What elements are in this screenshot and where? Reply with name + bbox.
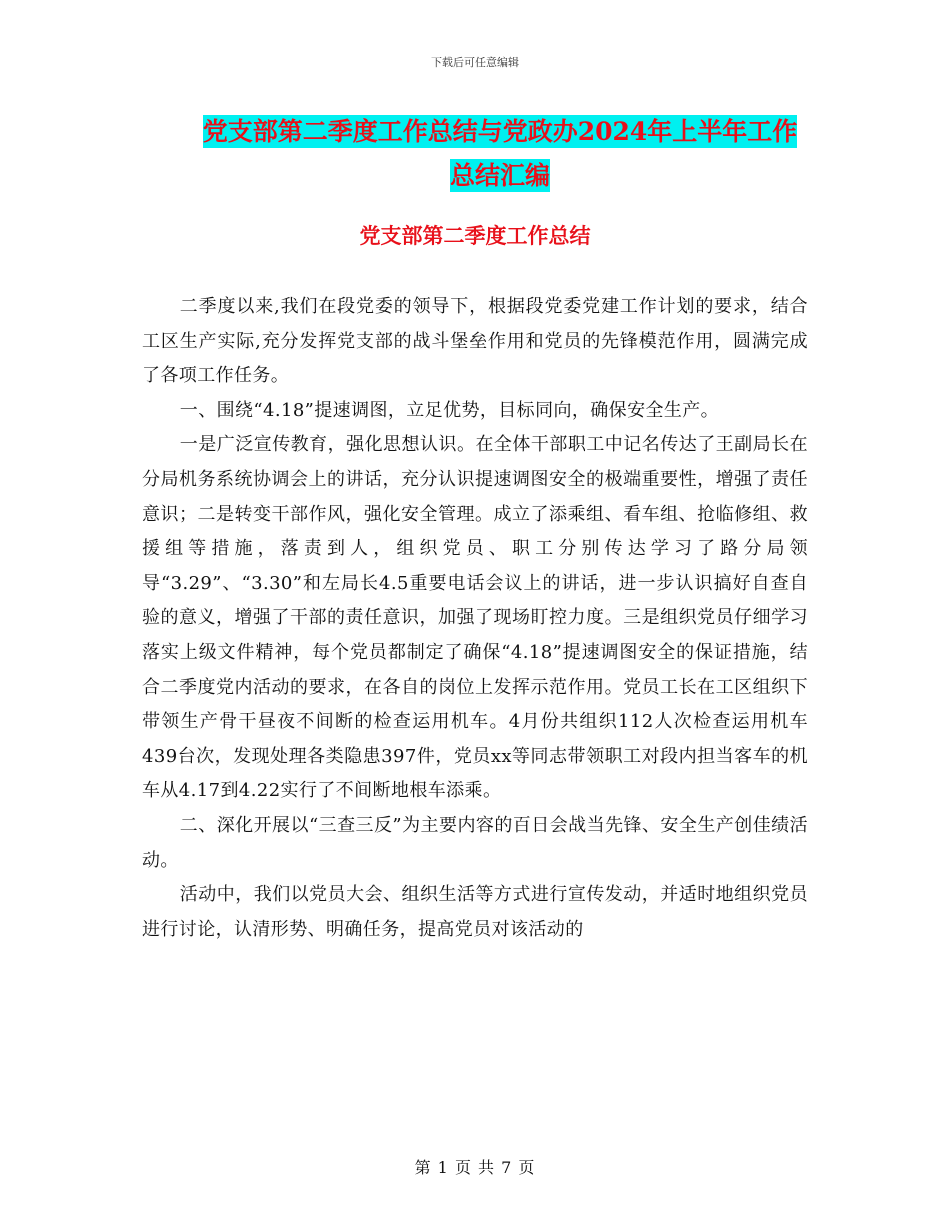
section-title: 党支部第二季度工作总结 (359, 223, 591, 248)
paragraph-intro: 二季度以来,我们在段党委的领导下，根据段党委党建工作计划的要求，结合工区生产实际,充分发挥党支部的战斗堡垒作用和党员的先锋模范作用，圆满完成了各项工作任务。 (142, 296, 808, 387)
document-title-line-2: 总结汇编 (449, 161, 550, 190)
header-note: 下载后可任意编辑 (431, 56, 519, 69)
body-text (142, 290, 808, 947)
document-title-line-1: 党支部第二季度工作总结与党政办2024年上半年工作 (202, 117, 798, 146)
paragraph-body-2: 活动中，我们以党员大会、组织生活等方式进行宣传发动，并适时地组织党员进行讨论，认清形势、明确任务，提高党员对该活动的 (142, 884, 808, 940)
paragraph-heading-2: 二、深化开展以“三查三反”为主要内容的百日会战当先锋、安全生产创佳绩活动。 (142, 814, 808, 871)
paragraph-heading-1: 一、围绕“4.18”提速调图，立足优势，目标同向，确保安全生产。 (179, 399, 720, 421)
paragraph-body-1: 一是广泛宣传教育，强化思想认识。在全体干部职工中记名传达了王副局长在分局机务系统协调会上的讲话，充分认识提速调图安全的极端重要性，增强了责任意识；二是转变干部作风，强化安全管理。成立了添乘组、看车组、抢临修组、救援组等措施，落责到人，组织党员、职工分别传达学习了路分局领导“3.29”、“3.30”和左局长4.5重要电话会议上的讲话，进一步认识搞好自查自验的意义，增强了干部的责任意识，加强了现场盯控力度。三是组织党员仔细学习落实上级文件精神，每个党员都制定了确保“4.18”提速调图安全的保证措施，结合二季度党内活动的要求，在各自的岗位上发挥示范作用。党员工长在工区组织下带领生产骨干昼夜不间断的检查运用机车。4月份共组织112人次检查运用机车439台次，发现处理各类隐患397件，党员xx等同志带领职工对段内担当客车的机车从4.17到4.22实行了不间断地根车添乘。 (142, 434, 808, 802)
page-footer: 第 1 页 共 7 页 (414, 1158, 536, 1177)
document-title (150, 110, 850, 198)
